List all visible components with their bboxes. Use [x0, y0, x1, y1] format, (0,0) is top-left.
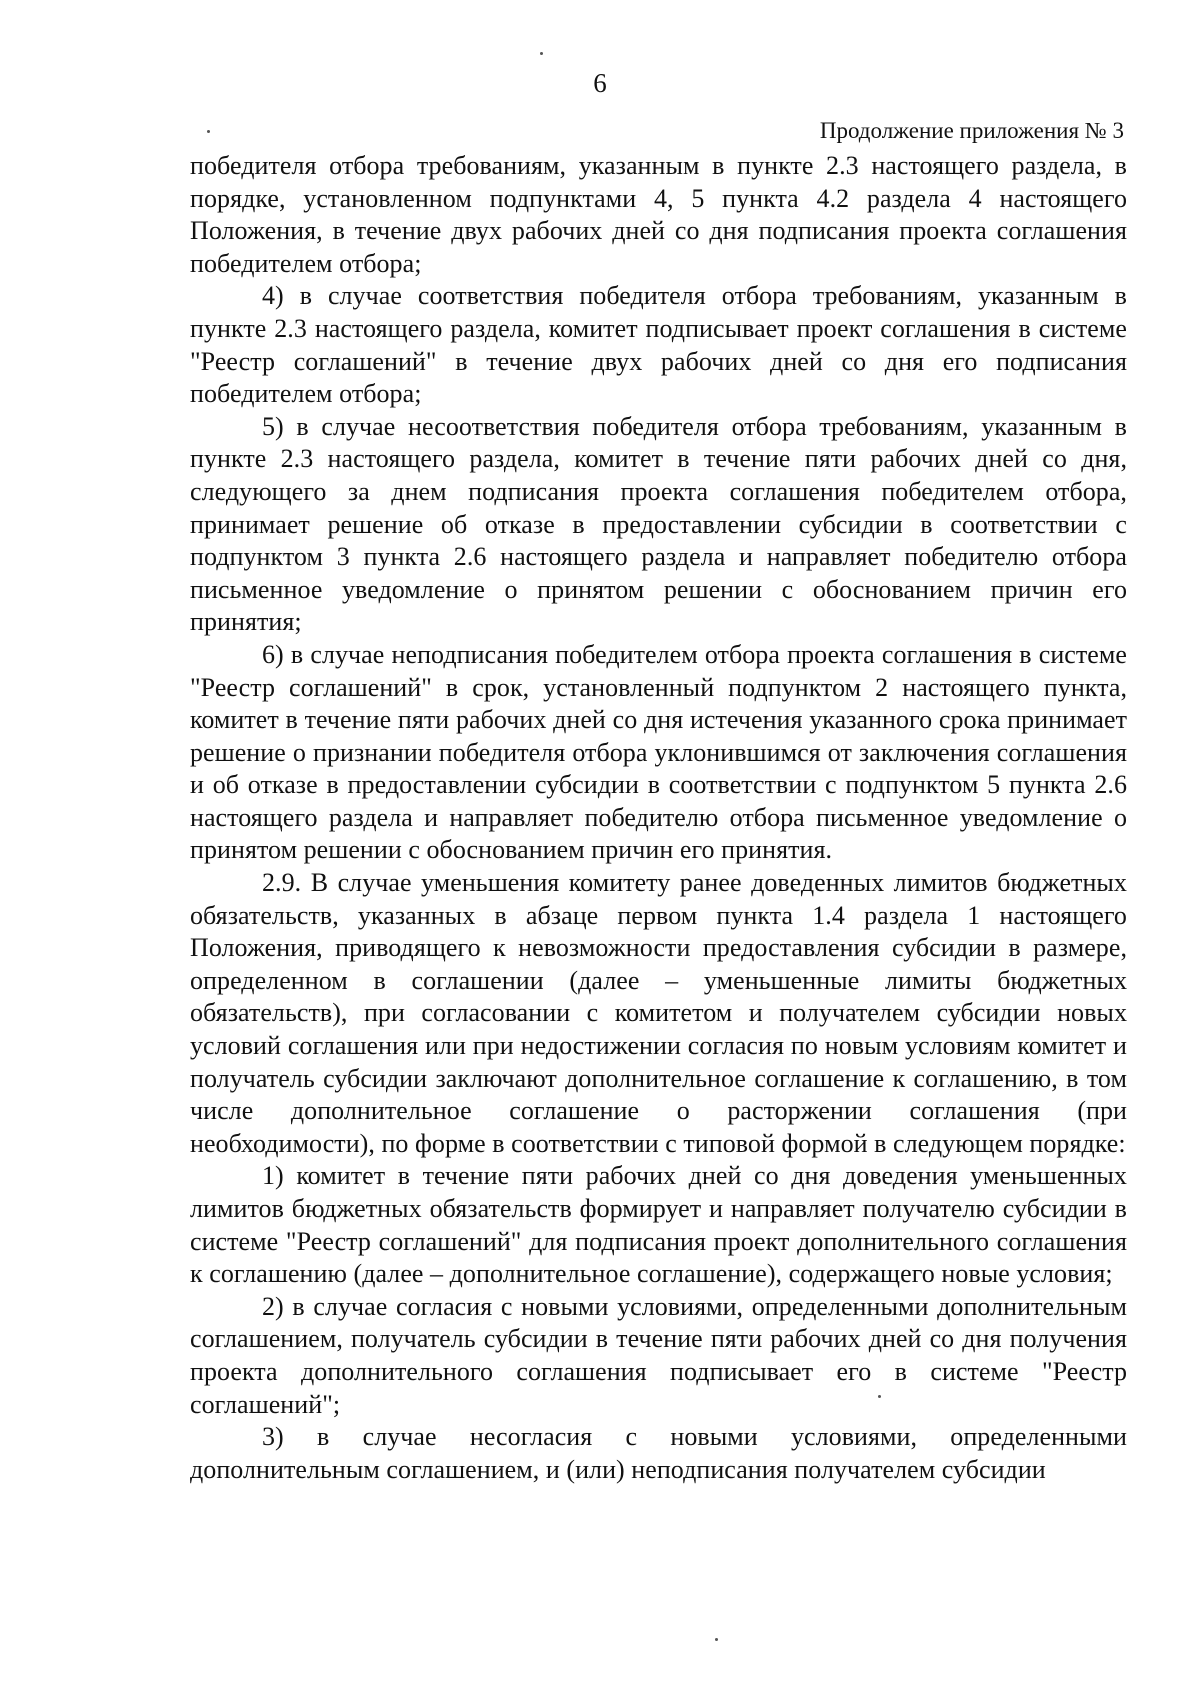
paragraph-section-2-9: 2.9. В случае уменьшения комитету ранее доведенных лимитов бюджетных обязательств, указанных в абзаце первом пункта 1.4 раздела 1 настоящего Положения, приводящего к невозможности предоставления субсидии в размере, определенном в соглашении (далее – уменьшенные лимиты бюджетных обязательств), при согласовании с комитетом и получателем субсидии новых условий соглашения или при недостижении согласия по новым условиям комитет и получатель субсидии заключают дополнительное соглашение к соглашению, в том числе дополнительное соглашение о расторжении соглашения (при необходимости), по форме в соответствии с типовой формой в следующем порядке: [190, 868, 1127, 1158]
paragraph-sub-item-3: 3) в случае несогласия с новыми условиями, определенными дополнительным соглашением, и (или) неподписания получателем субсидии [190, 1422, 1127, 1484]
paragraph-item-4: 4) в случае соответствия победителя отбора требованиям, указанным в пункте 2.3 настоящего раздела, комитет подписывает проект соглашения в системе "Реестр соглашений" в течение двух рабочих дней со дня его подписания победителем отбора; [190, 281, 1127, 409]
page-number: 6 [593, 68, 607, 98]
paragraph-continuation: победителя отбора требованиям, указанным в пункте 2.3 настоящего раздела, в порядке, установленном подпунктами 4, 5 пункта 4.2 раздела 4 настоящего Положения, в течение двух рабочих дней со дня подписания проекта соглашения победителем отбора; [190, 151, 1127, 278]
document-body [190, 150, 1127, 1486]
appendix-continuation-note: Продолжение приложения № 3 [819, 118, 1124, 143]
scan-speck [540, 52, 543, 55]
scan-speck [207, 130, 210, 133]
paragraph-item-6: 6) в случае неподписания победителем отбора проекта соглашения в системе "Реестр соглашений" в срок, установленный подпунктом 2 настоящего пункта, комитет в течение пяти рабочих дней со дня истечения указанного срока принимает решение о признании победителя отбора уклонившимся от заключения соглашения и об отказе в предоставлении субсидии в соответствии с подпунктом 5 пункта 2.6 настоящего раздела и направляет победителю отбора письменное уведомление о принятом решении с обоснованием причин его принятия. [190, 639, 1127, 865]
scan-speck [715, 1638, 718, 1641]
paragraph-item-5: 5) в случае несоответствия победителя отбора требованиям, указанным в пункте 2.3 настоящего раздела, комитет в течение пяти рабочих дней со дня, следующего за днем подписания проекта соглашения победителем отбора, принимает решение об отказе в предоставлении субсидии в соответствии с подпунктом 3 пункта 2.6 настоящего раздела и направляет победителю отбора письменное уведомление о принятом решении с обоснованием причин его принятия; [190, 411, 1127, 637]
paragraph-sub-item-1: 1) комитет в течение пяти рабочих дней со дня доведения уменьшенных лимитов бюджетных обязательств формирует и направляет получателю субсидии в системе "Реестр соглашений" для подписания проект дополнительного соглашения к соглашению (далее – дополнительное соглашение), содержащего новые условия; [190, 1161, 1127, 1289]
scan-speck [878, 1395, 881, 1398]
paragraph-sub-item-2: 2) в случае согласия с новыми условиями, определенными дополнительным соглашением, получатель субсидии в течение пяти рабочих дней со дня получения проекта дополнительного соглашения подписывает его в системе "Реестр соглашений"; [190, 1291, 1127, 1419]
